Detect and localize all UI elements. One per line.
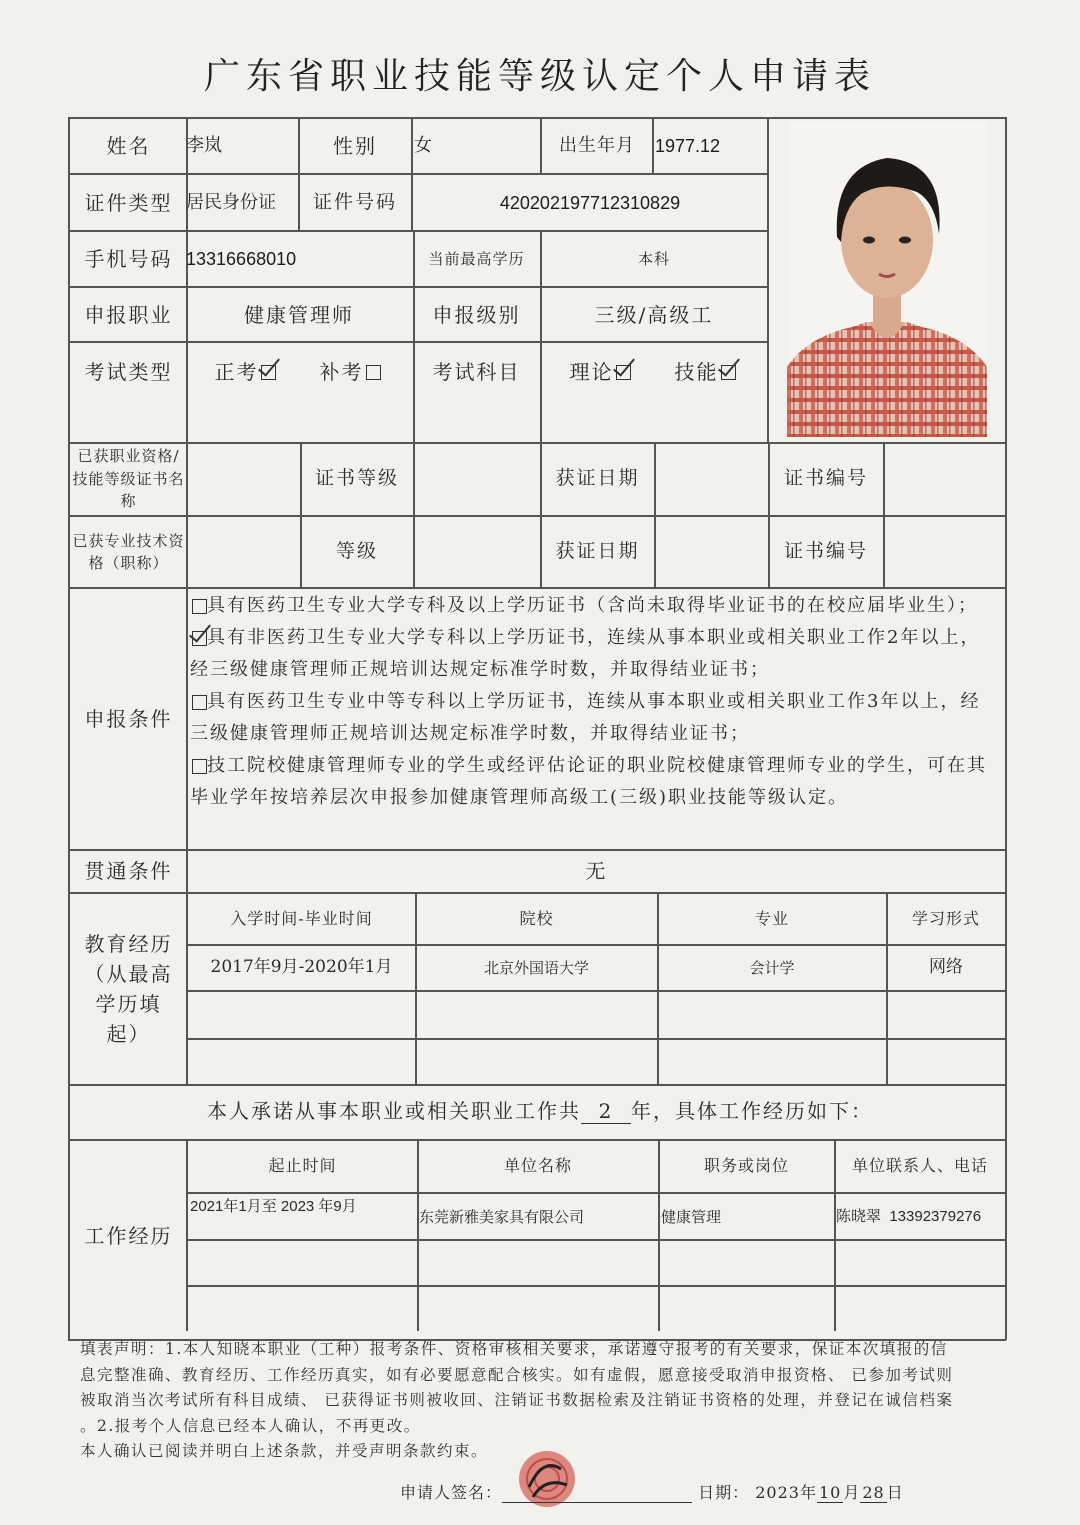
subject-theory[interactable] — [555, 343, 645, 401]
declaration — [80, 1337, 1005, 1465]
cert-row1-date-label: 获证日期 — [555, 467, 640, 490]
work-row1-contact: 陈晓翠 13392379276 — [836, 1207, 982, 1225]
cert-row2-label: 已获专业技术资格（职称） — [72, 531, 185, 572]
exam-retake[interactable] — [305, 343, 395, 401]
work-header-contact: 单位联系人、电话 — [851, 1156, 988, 1175]
condition-1-text: 具有医药卫生专业大学专科及以上学历证书（含尚未取得毕业证书的在校应届毕业生）； — [207, 595, 978, 616]
birth-value: 1977.12 — [655, 135, 721, 156]
declaration-line-1: 填表声明：1.本人知晓本职业（工种）报考条件、资格审核相关要求，承诺遵守报考的有关要求，保证本次填报的信 — [80, 1340, 948, 1358]
condition-3-text: 具有医药卫生专业中等专科以上学历证书，连续从事本职业或相关职业工作3年以上，经三级健康管理师正规培训达规定标准学时数，并取得结业证书； — [190, 691, 981, 744]
subject-skill-checkbox[interactable] — [721, 365, 736, 380]
work-row1-company: 东莞新雅美家具有限公司 — [419, 1207, 585, 1226]
name-value: 李岚 — [186, 134, 222, 156]
subject-skill[interactable] — [660, 343, 750, 401]
work-promise — [75, 1095, 1005, 1124]
occupation-label: 申报职业 — [84, 302, 173, 327]
cert-row2-no-label: 证书编号 — [783, 540, 868, 563]
subject-theory-checkbox[interactable] — [616, 365, 631, 380]
declaration-line-5: 本人确认已阅读并明白上述条款，并受声明条款约束。 — [80, 1442, 489, 1460]
promise-before: 本人承诺从事本职业或相关职业工作共 — [207, 1099, 581, 1123]
phone-label: 手机号码 — [84, 246, 173, 271]
work-header-company: 单位名称 — [503, 1156, 572, 1175]
exam-regular-label: 正考 — [214, 359, 259, 384]
edu-header-mode: 学习形式 — [911, 909, 980, 928]
id-no-label: 证件号码 — [312, 191, 397, 214]
id-no-value: 420202197712310829 — [499, 192, 681, 213]
cert-row2-level-label: 等级 — [335, 540, 378, 563]
exam-regular[interactable] — [200, 343, 290, 401]
edu-row1-period: 2017年9月-2020年1月 — [210, 957, 393, 978]
work-header-period: 起止时间 — [268, 1156, 337, 1175]
level-value: 三级/高级工 — [594, 302, 714, 327]
edu-label: 当前最高学历 — [428, 249, 525, 268]
edu-row1-mode: 网络 — [929, 957, 963, 978]
applicant-photo — [787, 122, 987, 437]
name-label: 姓名 — [106, 133, 151, 158]
work-header-position: 职务或岗位 — [703, 1156, 789, 1175]
exam-type-label: 考试类型 — [84, 359, 173, 384]
cert-row1-label: 已获职业资格/技能等级证书名称 — [72, 447, 185, 511]
birth-label: 出生年月 — [559, 134, 635, 156]
exam-retake-label: 补考 — [319, 359, 364, 384]
edu-row1-major: 会计学 — [749, 958, 795, 977]
condition-4-text: 技工院校健康管理师专业的学生或经评估论证的职业院校健康管理师专业的学生，可在其毕业学年按培养层次申报参加健康管理师高级工(三级)职业技能等级认定。 — [190, 755, 987, 808]
edu-value: 本科 — [637, 249, 670, 268]
date-day-unit: 日 — [886, 1483, 904, 1502]
phone-value: 13316668010 — [186, 248, 297, 269]
gender-value: 女 — [414, 134, 432, 156]
gender-label: 性别 — [333, 133, 377, 158]
date-month-unit: 月 — [843, 1483, 861, 1502]
exam-regular-checkbox[interactable] — [261, 365, 276, 380]
exam-retake-checkbox[interactable] — [366, 365, 381, 380]
condition-3-checkbox[interactable] — [192, 695, 207, 710]
level-label: 申报级别 — [432, 302, 521, 327]
promise-after: 年，具体工作经历如下： — [631, 1099, 873, 1123]
conditions-label: 申报条件 — [84, 706, 173, 731]
work-label: 工作经历 — [84, 1223, 173, 1248]
through-label: 贯通条件 — [84, 859, 173, 883]
edu-header-school: 院校 — [519, 909, 554, 928]
date-label: 日期： — [698, 1483, 750, 1502]
condition-2-text: 具有非医药卫生专业大学专科以上学历证书，连续从事本职业或相关职业工作2年以上，经三级健康管理师正规培训达规定标准学时数，并取得结业证书； — [190, 627, 981, 680]
through-value: 无 — [585, 859, 608, 883]
portrait-svg — [787, 122, 987, 437]
education-label: 教育经历（从最高学历填起） — [84, 932, 173, 1046]
date-day: 28 — [862, 1483, 885, 1502]
condition-item-4[interactable] — [190, 750, 1000, 814]
date-month: 10 — [818, 1483, 842, 1502]
edu-header-period: 入学时间-毕业时间 — [230, 909, 373, 928]
subject-label: 考试科目 — [432, 359, 521, 384]
subject-theory-label: 理论 — [569, 359, 614, 384]
conditions-list — [190, 590, 1000, 814]
cert-row2-date-label: 获证日期 — [555, 540, 640, 563]
edu-header-major: 专业 — [754, 909, 789, 928]
form-title: 广东省职业技能等级认定个人申请表 — [203, 56, 876, 97]
id-type-value: 居民身份证 — [186, 191, 276, 213]
promise-years: 2 — [581, 1099, 631, 1124]
signature-field[interactable] — [502, 1482, 692, 1503]
work-row1-position: 健康管理 — [661, 1207, 722, 1226]
condition-item-2[interactable] — [190, 622, 1000, 686]
declaration-line-3: 被取消当次考试所有科目成绩、 已获得证书则被收回、注销证书数据检索及注销证书资格的处理，并登记在诚信档案 — [80, 1391, 954, 1409]
signature-label: 申请人签名： — [400, 1483, 503, 1502]
declaration-line-2: 息完整准确、教育经历、工作经历真实，如有必要愿意配合核实。如有虚假，愿意接受取消申报资格、 已参加考试则 — [80, 1365, 954, 1384]
cert-row1-no-label: 证书编号 — [783, 467, 868, 490]
condition-4-checkbox[interactable] — [192, 759, 207, 774]
occupation-value: 健康管理师 — [244, 302, 354, 327]
condition-2-checkbox[interactable] — [192, 631, 207, 646]
signature-line — [400, 1480, 904, 1503]
subject-skill-label: 技能 — [674, 359, 719, 384]
condition-1-checkbox[interactable] — [192, 599, 207, 614]
date-year: 2023年 — [755, 1483, 817, 1502]
id-type-label: 证件类型 — [84, 190, 173, 215]
condition-item-3[interactable] — [190, 686, 1000, 750]
condition-item-1[interactable] — [190, 590, 1000, 622]
declaration-line-4: 。2.报考个人信息已经本人确认，不再更改。 — [80, 1416, 421, 1435]
cert-row1-level-label: 证书等级 — [314, 467, 399, 490]
work-row1-period: 2021年1月至 2023 年9月 — [190, 1197, 357, 1215]
edu-row1-school: 北京外国语大学 — [483, 958, 589, 977]
